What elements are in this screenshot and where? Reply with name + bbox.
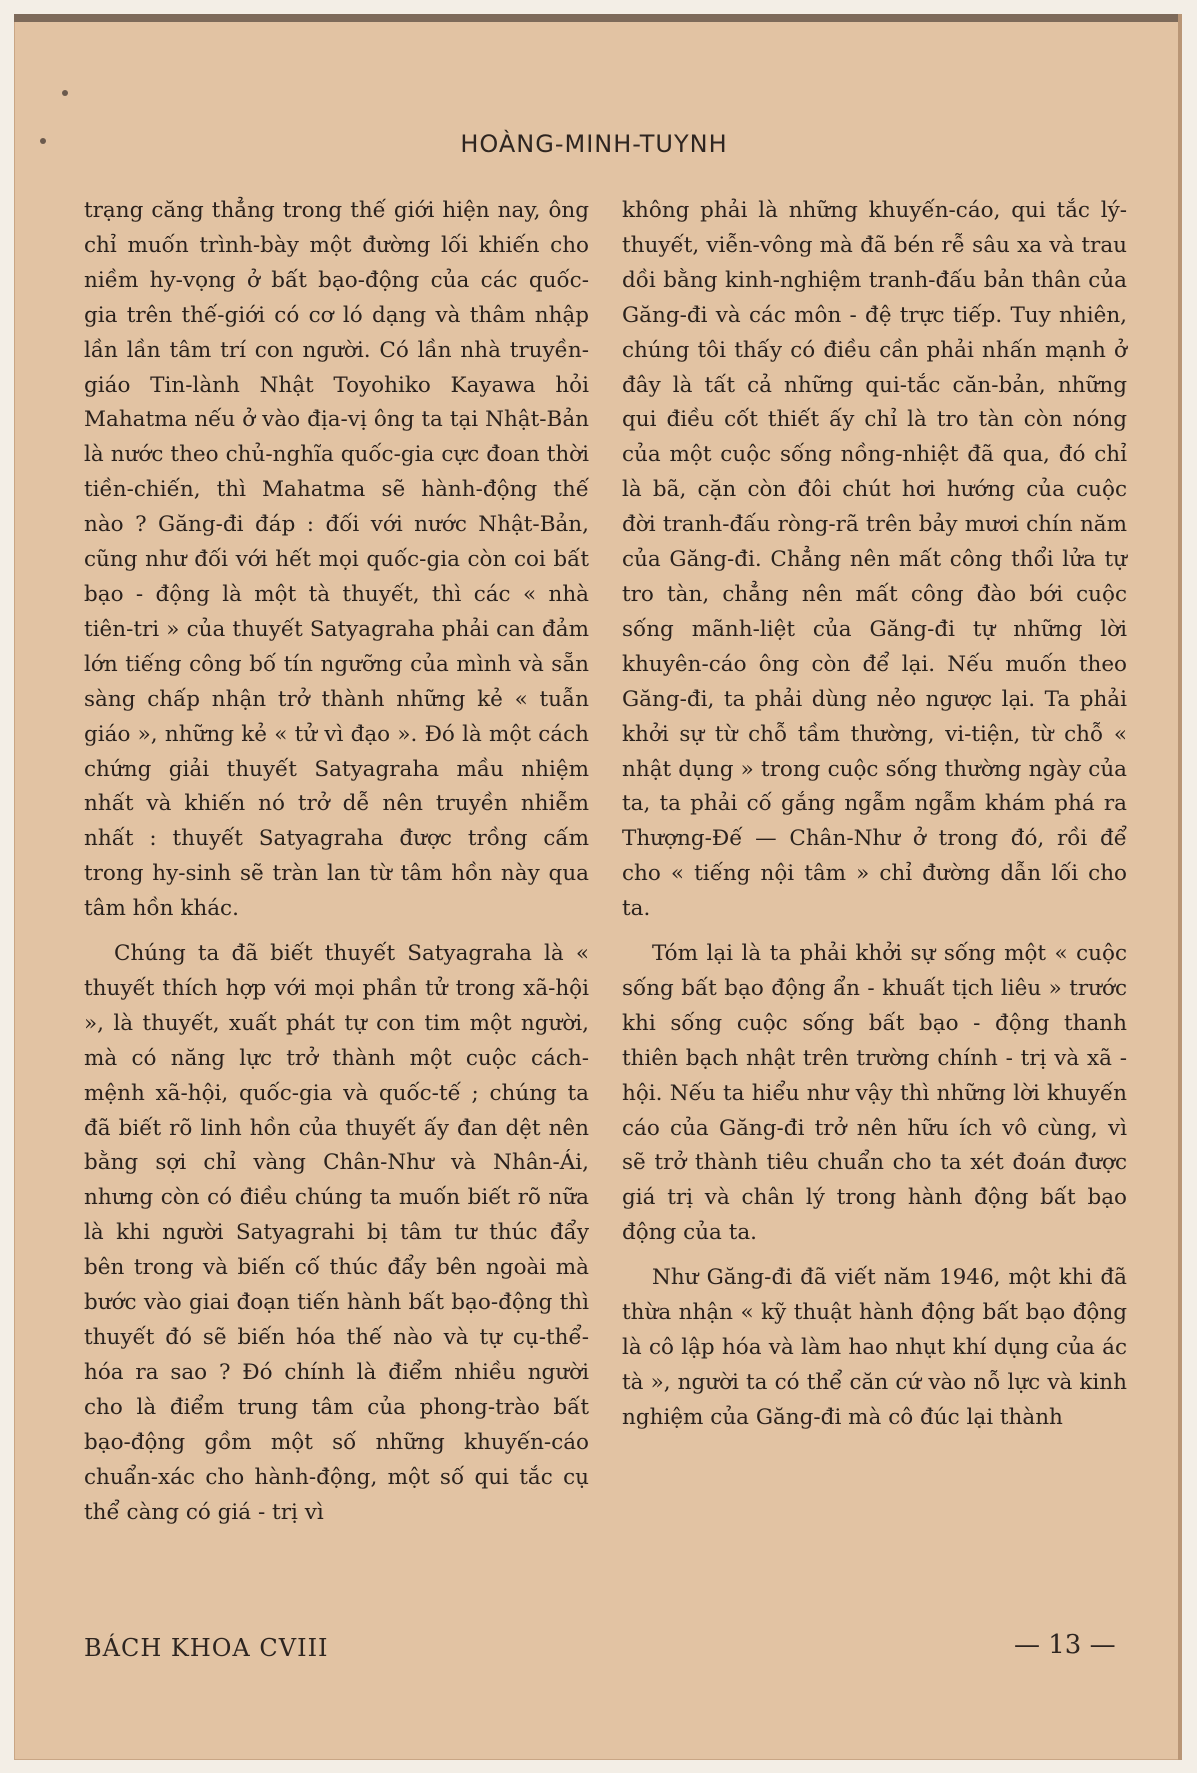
paragraph: Chúng ta đã biết thuyết Satyagraha là « thuyết thích hợp với mọi phần tử trong xã-hội », là thuyết, xuất phát tự con tim một người, mà có năng lực trở thành một cuộc cách-mệnh xã-hội, quốc-gia và quốc-tế ; chúng ta đã biết rõ linh hồn của thuyết ấy đan dệt nên bằng sợi chỉ vàng Chân-Như và Nhân-Ái, nhưng còn có điều chúng ta muốn biết rõ nữa là khi người Satyagrahi bị tâm tư thúc đẩy bên trong và biến cố thúc đẩy bên ngoài mà bước vào giai đoạn tiến hành bất bạo-động thì thuyết đó sẽ biến hóa thế nào và tự cụ-thể-hóa ra sao ? Đó chính là điểm nhiều người cho là điểm trung tâm của phong-trào bất bạo-động gồm một số những khuyến-cáo chuẩn-xác cho hành-động, một số qui tắc cụ thể càng có giá - trị vì — [84, 941, 589, 1525]
paragraph: trạng căng thẳng trong thế giới hiện nay, ông chỉ muốn trình-bày một đường lối khiến cho niềm hy-vọng ở bất bạo-động của các quốc-gia trên thế-giới có cơ ló dạng và thâm nhập lần lần tâm trí con người. Có lần nhà truyền-giáo Tin-lành Nhật Toyohiko Kayawa hỏi Mahatma nếu ở vào địa-vị ông ta tại Nhật-Bản là nước theo chủ-nghĩa quốc-gia cực đoan thời tiền-chiến, thì Mahatma sẽ hành-động thế nào ? Găng-đi đáp : đối với nước Nhật-Bản, cũng như đối với hết mọi quốc-gia còn coi bất bạo - động là một tà thuyết, thì các « nhà tiên-tri » của thuyết Satyagraha phải can đảm lớn tiếng công bố tín ngưỡng của mình và sẵn sàng chấp nhận trở thành những kẻ « tuẫn giáo », những kẻ « tử vì đạo ». Đó là một cách chứng giải thuyết Satyagraha mầu nhiệm nhất và khiến nó trở dễ nên truyền nhiễm nhất : thuyết Satyagraha được trồng cấm trong hy-sinh sẽ tràn lan từ tâm hồn này qua tâm hồn khác. — [84, 198, 589, 922]
speck-mark — [62, 90, 68, 96]
right-column — [622, 194, 1127, 1436]
page-number: — 13 — — [1014, 1630, 1116, 1660]
journal-name: BÁCH KHOA CVIII — [84, 1634, 329, 1662]
running-head: HOÀNG-MINH-TUYNH — [460, 130, 728, 158]
paragraph: không phải là những khuyến-cáo, qui tắc lý-thuyết, viễn-vông mà đã bén rễ sâu xa và trau dồi bằng kinh-nghiệm tranh-đấu bản thân của Găng-đi và các môn - đệ trực tiếp. Tuy nhiên, chúng tôi thấy có điều cần phải nhấn mạnh ở đây là tất cả những qui-tắc căn-bản, những qui điều cốt thiết ấy chỉ là tro tàn còn nóng của một cuộc sống nồng-nhiệt đã qua, đó chỉ là bã, cặn còn đôi chút hơi hướng của cuộc đời tranh-đấu ròng-rã trên bảy mươi chín năm của Găng-đi. Chẳng nên mất công thổi lửa tự tro tàn, chẳng nên mất công đào bới cuộc sống mãnh-liệt của Găng-đi tự những lời khuyên-cáo ông còn để lại. Nếu muốn theo Găng-đi, ta phải dùng nẻo ngược lại. Ta phải khởi sự từ chỗ tầm thường, vi-tiện, từ chỗ « nhật dụng » trong cuộc sống thường ngày của ta, ta phải cố gắng ngẫm ngẫm khám phá ra Thượng-Đế — Chân-Như ở trong đó, rồi để cho « tiếng nội tâm » chỉ đường dẫn lối cho ta. — [622, 198, 1127, 922]
paragraph: Như Găng-đi đã viết năm 1946, một khi đã thừa nhận « kỹ thuật hành động bất bạo động là cô lập hóa và làm hao nhụt khí dụng của ác tà », người ta có thể căn cứ vào nỗ lực và kinh nghiệm của Găng-đi mà cô đúc lại thành — [622, 1265, 1127, 1430]
left-column — [84, 194, 589, 1530]
speck-mark — [40, 138, 46, 144]
scanned-page — [14, 14, 1182, 1760]
paragraph: Tóm lại là ta phải khởi sự sống một « cuộc sống bất bạo động ẩn - khuất tịch liêu » trước khi sống cuộc sống bất bạo - động thanh thiên bạch nhật trên trường chính - trị và xã - hội. Nếu ta hiểu như vậy thì những lời khuyến cáo của Găng-đi trở nên hữu ích vô cùng, vì sẽ trở thành tiêu chuẩn cho ta xét đoán được giá trị và chân lý trong hành động bất bạo động của ta. — [622, 941, 1127, 1246]
